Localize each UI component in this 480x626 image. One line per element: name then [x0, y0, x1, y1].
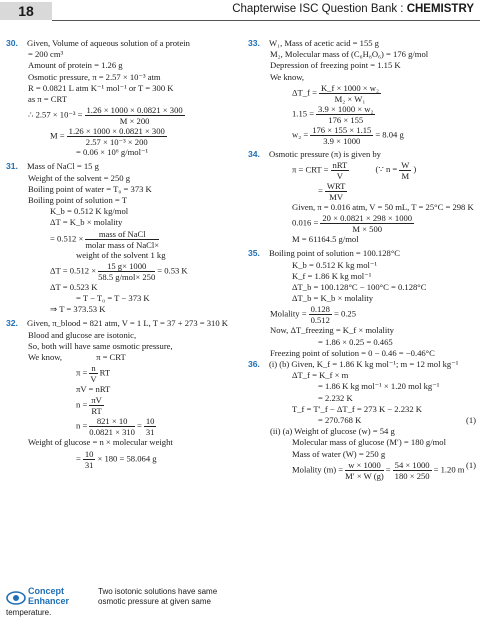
page-header: [0, 0, 480, 22]
question-number: 32.: [6, 318, 18, 329]
right-column: [248, 38, 476, 481]
fraction: $\frac{15 g\times 1000}{\text{58.5 g/mol× 250}}$: [98, 260, 156, 282]
page-number: 18: [0, 2, 52, 20]
header-title: Chapterwise ISC Question Bank : CHEMISTRY: [232, 3, 474, 15]
fraction: $\frac{1.26 \times 1000 \times 0.0821 \times 300}{M \times 200}$: [86, 105, 183, 127]
question-32: 32. Given, π_blood = 821 atm, V = 1 L, T = 37 + 273 = 310 K Blood and glucose are isotonic, So, both will have same osmotic pressure, We know, π = CRT π = $\frac{n}{V}$ RT πV = nRT n = $\frac{\pi V}{RT}$ n = $\frac{821 \times 10}{0.0821 \times 310}$ = $\frac{10}{31}$ Weight of glucose = n × molecular weight = $\frac{10}{31}$ × 180 = 58.064 g: [6, 318, 229, 470]
fraction: $\frac{w \times 1000}{M' \times W (g)}$: [345, 459, 384, 481]
question-number: 36.: [248, 359, 260, 370]
fraction: $\frac{176 \times 155 \times 1.15}{3.9 \times 1000}$: [312, 124, 372, 146]
fraction: $\frac{\text{nRT}}{V}$: [332, 160, 348, 182]
fraction: $\frac{54 \times 1000}{180 \times 250}$: [394, 459, 430, 481]
marks: (1): [465, 459, 476, 470]
fraction: $\frac{\pi V}{RT}$: [91, 395, 102, 417]
left-column: [6, 38, 234, 470]
question-35: 35. Boiling point of solution = 100.128°C K_b = 0.512 K kg mol⁻¹ K_f = 1.86 K kg mol⁻¹ ΔT_b = 100.128°C − 100°C = 0.128°C ΔT_b = K_b × molality Molality = $\frac{0.128}{0.512}$ = 0.25 Now, ΔT_freezing = K_f × molality = 1.86 × 0.25 = 0.465 Freezing point of solution = 0 − 0.46 = −0.46°C: [248, 248, 435, 358]
fraction: $\frac{\text{K\_f × 1000 × w₂}}{\text{M₂ × W₁}}$: [320, 82, 379, 104]
concept-enhancer-label: Concept Enhancer: [28, 586, 70, 606]
marks: (1): [465, 415, 476, 426]
question-number: 30.: [6, 38, 18, 48]
question-number: 34.: [248, 148, 260, 159]
fraction: $\frac{\text{WRT}}{MV}$: [326, 181, 346, 203]
fraction: $\frac{0.128}{0.512}$: [310, 304, 330, 326]
question-34: 34. Osmotic pressure (π) is given by π = CRT = $\frac{\text{nRT}}{V}$ (∵ n = $\frac{W}{M}$ ) = $\frac{\text{WRT}}{MV}$ Given, π = 0.016 atm, V = 50 mL, T = 25°C = 298 K 0.016 = $\frac{20 \times 0.0821 \times 298 \times 1000}{M \times 500}$ M = 61164.5 g/mol: [248, 148, 474, 245]
question-30: 30. Given, Volume of aqueous solution of a protein = 200 cm³ Amount of protein = 1.26 g Osmotic pressure, π = 2.57 × 10⁻³ atm R = 0.0821 L atm K⁻¹ mol⁻¹ or T = 300 K as π = CRT ∴ 2.57 × 10⁻³ = $\frac{1.26 \times 1000 \times 0.0821 \times 300}{M \times 200}$ M = $\frac{1.26 \times 1000 \times 0.0821 \times 300}{\text{2.57 × 10⁻³ × 200}}$ = 0.06 × 10⁶ g/mol⁻¹: [6, 38, 190, 158]
fraction: $\frac{20 \times 0.0821 \times 298 \times 1000}{M \times 500}$: [322, 213, 413, 235]
question-number: 33.: [248, 38, 260, 48]
question-33: 33. W₁, Mass of acetic acid = 155 g M₂, Molecular mass of (C₆H₈O₆) = 176 g/mol Depression of freezing point = 1.15 K We know, ΔT_f = $\frac{\text{K\_f × 1000 × w₂}}{\text{M₂ × W₁}}$ 1.15 = $\frac{\text{3.9 × 1000 × w₂}}{176 \times 155}$ w₂ = $\frac{176 \times 155 \times 1.15}{3.9 \times 1000}$ = 8.04 g: [248, 38, 429, 146]
question-number: 35.: [248, 248, 260, 259]
eye-icon: [6, 588, 26, 608]
fraction: $\frac{n}{V}$: [90, 363, 97, 385]
fraction: $\frac{821 \times 10}{0.0821 \times 310}$: [89, 416, 135, 438]
fraction: $\frac{10}{31}$: [84, 448, 94, 470]
question-36: 36. (i) (b) Given, K_f = 1.86 K kg mol⁻¹; m = 12 mol kg⁻¹ ΔT_f = K_f × m = 1.86 K kg mol⁻¹ × 1.20 mol kg⁻¹ = 2.232 K T_f = T′_f − ΔT_f = 273 K − 2.232 K = 270.768 K (1) (ii) (a) Weight of glucose (w) = 54 g Molecular mass of glucose (M′) = 180 g/mol Mass of water (W) = 250 g Molality (m) = $\frac{w \times 1000}{M' \times W (g)}$ = $\frac{54 \times 1000}{180 \times 250}$ = 1.20 m (1): [248, 359, 476, 481]
question-31: 31. Mass of NaCl = 15 g Weight of the solvent = 250 g Boiling point of water = T₀ = 373 K Boiling point of solution = T K_b = 0.512 K kg/mol ΔT = K_b × molality = 0.512 × $\frac{\text{mass of NaCl}}{\text{molar mass of NaCl×}}$ weight of the solvent 1 kg ΔT = 0.512 × $\frac{15 g\times 1000}{\text{58.5 g/mol× 250}}$ = 0.53 K ΔT = 0.523 K = T − T₀ = T − 373 K ⇒ T = 373.53 K: [6, 161, 188, 315]
concept-enhancer-box: [6, 586, 236, 620]
fraction: $\frac{10}{31}$: [145, 416, 155, 438]
concept-text: Two isotonic solutions have same osmotic pressure at given same: [98, 587, 218, 606]
concept-text-tail: temperature.: [6, 608, 52, 617]
fraction: $\frac{\text{mass of NaCl}}{\text{molar mass of NaCl×}}$: [85, 228, 160, 250]
fraction: $\frac{1.26 \times 1000 \times 0.0821 \times 300}{\text{2.57 × 10⁻³ × 200}}$: [68, 126, 165, 148]
question-number: 31.: [6, 161, 18, 172]
fraction: $\frac{\text{3.9 × 1000 × w₂}}{176 \times 155}$: [318, 103, 374, 125]
header-rule: [52, 20, 480, 21]
fraction: $\frac{W}{M}$: [401, 160, 410, 182]
